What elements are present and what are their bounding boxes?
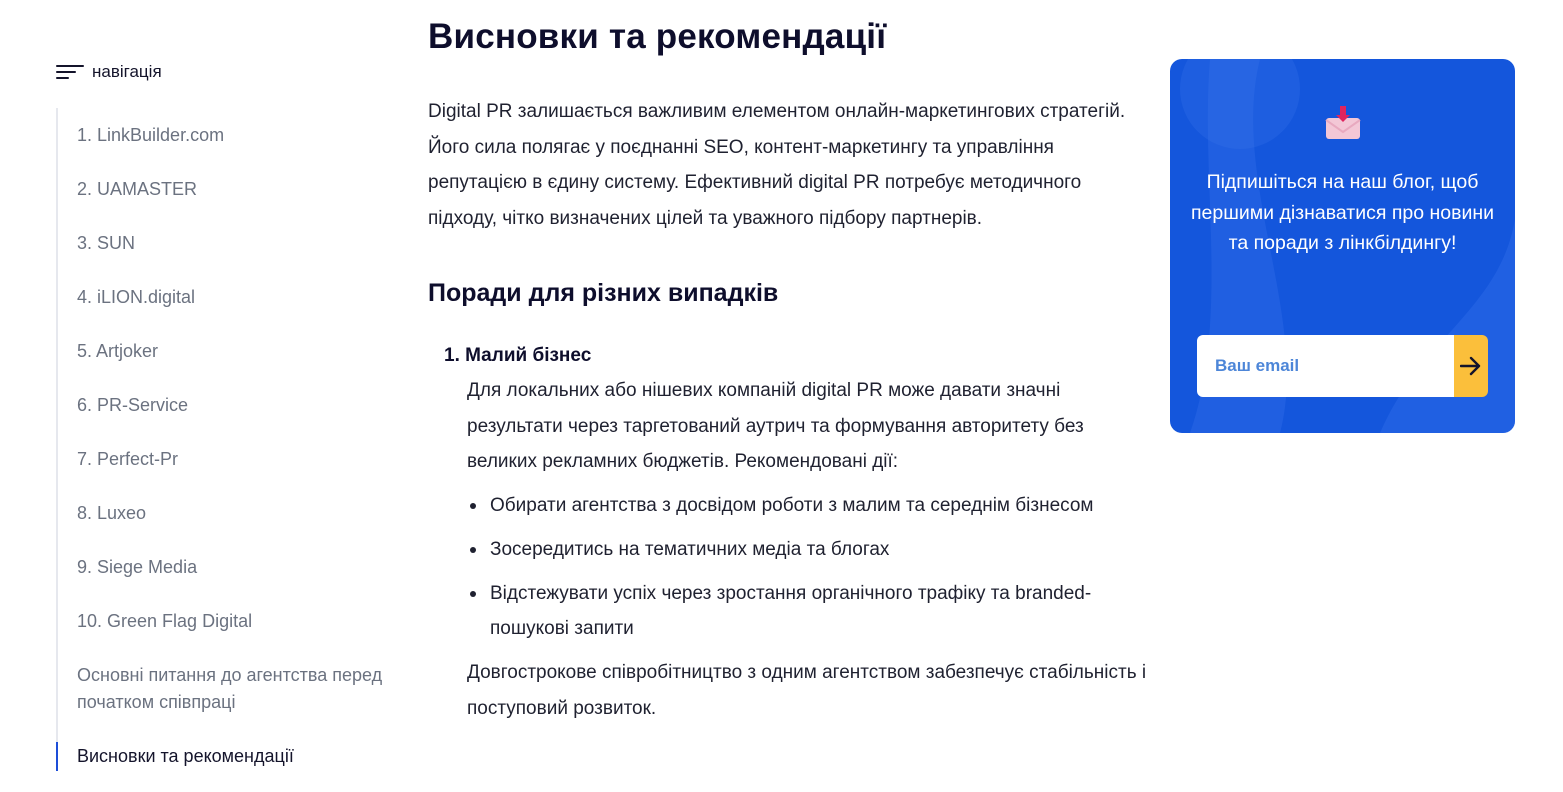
page-title: Висновки та рекомендації [428, 17, 887, 56]
toc-item-green-flag-digital[interactable]: 10. Green Flag Digital [77, 611, 253, 631]
recommendation-list [467, 488, 1148, 647]
case-lead: Для локальних або нішевих компаній digital PR може давати значні результати через таргетований аутрич та формування авторитету без великих рекламних бюджетів. Рекомендовані дії: [467, 380, 1084, 472]
mail-download-icon [1324, 105, 1362, 141]
toc-item-sun[interactable]: 3. SUN [77, 233, 136, 253]
case-small-business [428, 338, 1148, 726]
toc-item-pr-service[interactable]: 6. PR-Service [77, 395, 189, 415]
list-item: Відстежувати успіх через зростання органічного трафіку та branded-пошукові запити [467, 576, 1148, 647]
toc-item-perfect-pr[interactable]: 7. Perfect-Pr [77, 449, 179, 469]
section-heading: Поради для різних випадків [428, 279, 779, 307]
case-title: 1. Малий бізнес [444, 345, 592, 366]
arrow-right-icon [1460, 356, 1482, 376]
toc-item-ilion-digital[interactable]: 4. iLION.digital [77, 287, 196, 307]
article [428, 14, 1148, 726]
email-input[interactable] [1197, 335, 1454, 397]
nav-toggle-label: навігація [92, 62, 162, 81]
table-of-contents [56, 108, 416, 770]
case-closing: Довгострокове співробітництво з одним агентством забезпечує стабільність і поступовий розвиток. [467, 662, 1147, 719]
subscribe-text: Підпишіться на наш блог, щоб першими дізнаватися про новини та поради з лінкбілдингу! [1190, 171, 1495, 254]
list-item: Зосередитись на тематичних медіа та блогах [467, 532, 1148, 568]
toc-item-uamaster[interactable]: 2. UAMASTER [77, 179, 198, 199]
toc-item-artjoker[interactable]: 5. Artjoker [77, 341, 159, 361]
toc-item-conclusions[interactable]: Висновки та рекомендації [58, 743, 416, 770]
toc-item-agency-questions[interactable]: Основні питання до агентства перед початком співпраці [77, 665, 383, 712]
nav-toggle-button[interactable] [56, 62, 162, 82]
toc-item-luxeo[interactable]: 8. Luxeo [77, 503, 147, 523]
subscribe-card [1170, 59, 1515, 433]
subscribe-submit-button[interactable] [1454, 335, 1488, 397]
menu-icon [56, 63, 84, 81]
list-item: Обирати агентства з досвідом роботи з малим та середнім бізнесом [467, 488, 1148, 524]
case-body [428, 373, 1148, 726]
intro-paragraph: Digital PR залишається важливим елементом онлайн-маркетингових стратегій. Його сила полягає у поєднанні SEO, контент-маркетингу та управління репутацією в єдину систему. Ефективний digital PR потребує методичного підходу, чітко визначених цілей та уважного підбору партнерів. [428, 101, 1126, 229]
toc-item-linkbuilder[interactable]: 1. LinkBuilder.com [77, 125, 225, 145]
subscribe-form [1197, 335, 1488, 397]
toc-item-siege-media[interactable]: 9. Siege Media [77, 557, 198, 577]
